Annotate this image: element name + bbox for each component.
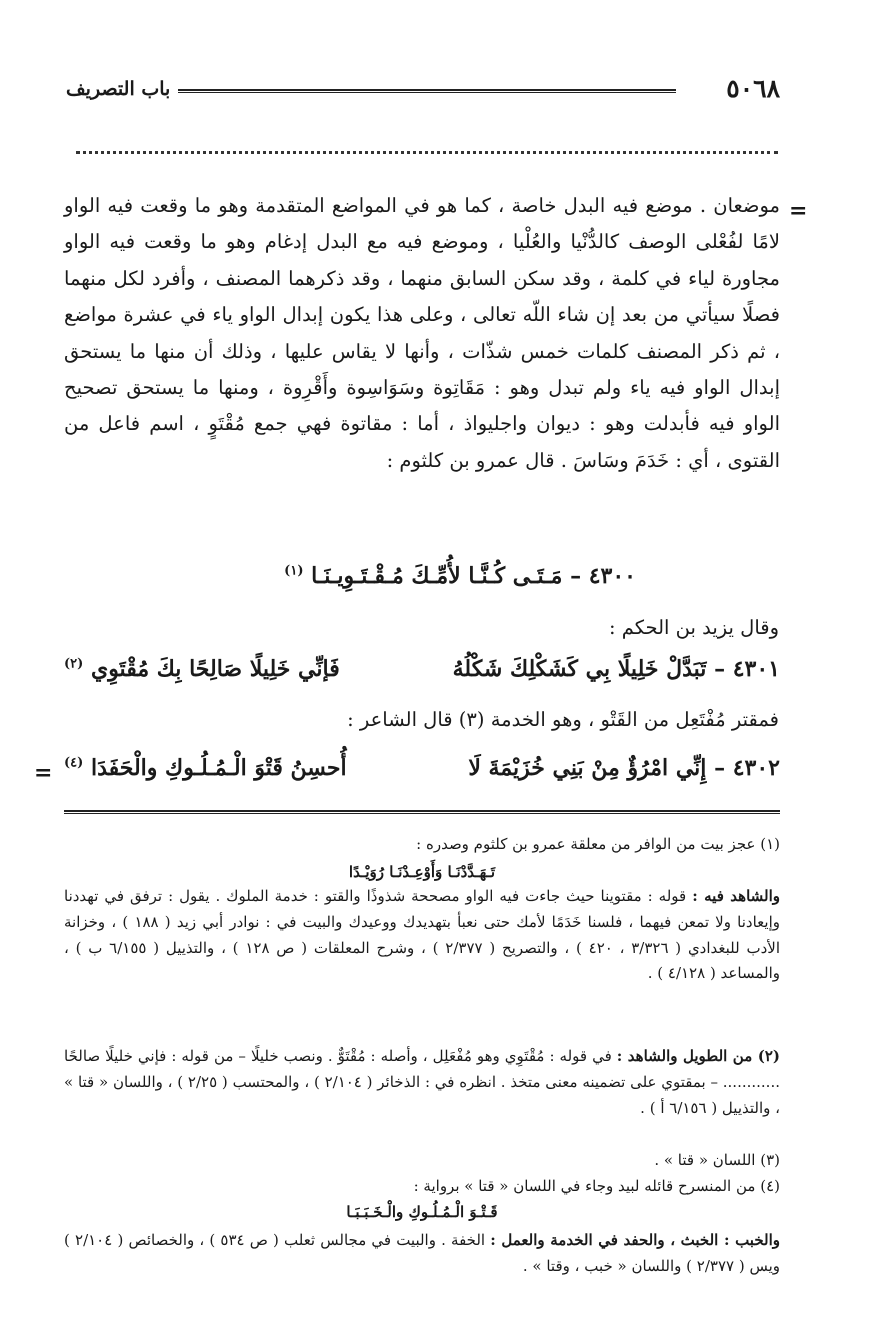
- footnote-ref: (١): [284, 563, 304, 579]
- continuation-mark-end: =: [34, 760, 53, 786]
- page-header: [66, 74, 780, 108]
- verse-text: مَـتَـى كُـنَّـا لأُمِّـكَ مُـقْـتَـوِيـنَـا: [311, 563, 563, 589]
- verse-first-half: إِنِّي امْرُؤٌ مِنْ بَنِي خُزَيْمَةَ لَا: [468, 755, 707, 781]
- footnote-4-intro: (٤) من المنسرح قائله لبيد وجاء في اللسان « قتا » برواية :: [413, 1177, 780, 1195]
- section-title: باب التصريف: [66, 78, 171, 100]
- header-rule: [178, 89, 676, 93]
- footnote-4-body: [64, 1228, 780, 1280]
- footnote-2: [64, 1044, 780, 1121]
- verse-first-half: تَبَدَّلْ خَلِيلًا بِي كَشَكْلِكَ شَكْلُهُ: [452, 656, 707, 682]
- footnote-lead: والشاهد فيه :: [692, 887, 781, 905]
- verse-number: ٤٣٠٢: [732, 755, 780, 781]
- footnote-1-intro: (١) عجز بيت من الوافر من معلقة عمرو بن كلثوم وصدره :: [416, 835, 780, 853]
- footnote-rule: [64, 810, 780, 814]
- continuation-mark: =: [789, 198, 808, 224]
- footnote-lead: (٢) من الطويل والشاهد :: [616, 1047, 780, 1065]
- footnote-3: (٣) اللسان « قتا » .: [654, 1151, 780, 1169]
- main-paragraph: موضعان . موضع فيه البدل خاصة ، كما هو في المواضع المتقدمة وهو ما وقعت فيه الواو لامًا لفُعْلى الوصف كالدُّنْيا والعُلْيا ، وموضع فيه مع البدل إدغام وهو ما وقعت فيه الواو مجاورة لياء في كلمة ، وقد سكن السابق منهما ، وقد ذكرهما المصنف ، وأفرد لكل منهما فصلًا سيأتي من بعد إن شاء اللّه تعالى ، وعلى هذا يكون إبدال الواو ياء في عشرة مواضع ، ثم ذكر المصنف كلمات خمس شذّات ، وأنها لا يقاس عليها ، وذلك أن منها ما يستحق إبدال الواو فيه ياء ولم تبدل وهو : مَقَاتِوة وسَوَاسِوة وأَقْرِوة ، ومنها ما يستحق تصحيح الواو فيه فأبدلت وهو : ديوان واجليواذ ، أما : مقاتوة فهي جمع مُقْتَوٍ ، اسم فاعل من القتوى ، أي : خَدَمَ وسَاسَ . قال عمرو بن كلثوم :: [64, 194, 780, 472]
- verse-number: ٤٣٠٠: [588, 563, 636, 589]
- verse-number: ٤٣٠١: [732, 656, 780, 682]
- prose-line: وقال يزيد بن الحكم :: [608, 616, 779, 639]
- dotted-separator: [76, 151, 778, 154]
- book-page: ٥٠٦٨ باب التصريف = موضعان . موضع فيه البدل خاصة ، كما هو في المواضع المتقدمة وهو ما وقعت فيه الواو لامًا لفُعْلى الوصف كالدُّنْيا والعُلْيا ، وموضع فيه مع البدل إدغام وهو ما وقعت فيه الواو مجاورة لياء في كلمة ، وقد سكن السابق منهما ، وقد ذكرهما المصنف ، وأفرد لكل منهما فصلًا سيأتي من بعد إن شاء اللّه تعالى ، وعلى هذا يكون إبدال الواو ياء في عشرة مواضع ، ثم ذكر المصنف كلمات خمس شذّات ، وأنها لا يقاس عليها ، وذلك أن منها ما يستحق إبدال الواو فيه ياء ولم تبدل وهو : مَقَاتِوة وسَوَاسِوة وأَقْرِوة ، ومنها ما يستحق تصحيح الواو فيه فأبدلت وهو : ديوان واجليواذ ، أما : مقاتوة فهي جمع مُقْتَوٍ ، اسم فاعل من القتوى ، أي : خَدَمَ وسَاسَ . قال عمرو بن كلثوم : ٤٣٠٠ – مَـتَـى كُـنَّـا لأُمِّـكَ مُـقْـتَـوِيـنَـا $^{(١)}$ وقال يزيد بن الحكم : ٤٣٠١ – تَبَدَّلْ خَلِيلًا بِي كَشَكْلِكَ شَكْلُهُ فَإنِّي خَلِيلًا صَالِحًا بِكَ مُقْتَوِي $^{(٢)}$ فمقتر مُفْتَعِل من القَتْو ، وهو الخدمة (٣) قال الشاعر : ٤٣٠٢ – إِنِّي امْرُؤٌ مِنْ بَنِي خُزَيْمَةَ لَا أُحسِنُ قَتْوَ الْـمُـلُـوكِ والْحَفَدَا $^{(٤)}$ = (١) عجز بيت من الوافر من معلقة عمرو بن كلثوم وصدره : تَـهَـدَّدْنَـا وَأَوْعِـدْنَـا رُوَيْـدًا والشاهد فيه : قوله : مقتوينا حيث جاءت فيه الواو مصححة شذوذًا والقتو : خدمة الملوك . يقول : ترفق في تهددنا وإيعادنا ولا تمعن فيهما ، فلسنا خَدَمًا لأمك حتى نعبأ بتهديدك ووعيدك والبيت في : نوادر أبي زيد ( ١٨٨ ) ، وخزانة الأدب للبغدادي ( ٣/٣٢٦ ، ٤٢٠ ) ، والتصريح ( ٢/٣٧٧ ) ، وشرح المعلقات ( ص ١٢٨ ) ، والتذييل ( ٦/١٥٥ ب ) ، والمساعد ( ٤/١٢٨ ) . (٢) من الطويل والشاهد : في قوله : مُقْتَوِي وهو مُفْعَلِل ، وأصله : مُقْتَوٌّ . ونصب خليلًا – من قوله : فإني خليلًا صالحًا ............ – بمقتوي على تضمينه معنى متخذ . انظره في : الذخائر ( ٢/١٠٤ ) ، والمحتسب ( ٢/٢٥ ) ، واللسان « قتا » ، والتذييل ( ٦/١٥٦ أ ) . (٣) اللسان « قتا » . (٤) من المنسرح قائله لبيد وجاء في اللسان « قتا » برواية : قَـتْـوَ الْـمُـلُـوكِ والْـخَـبَـبَـا والخبب : الخبث ، والحفد في الخدمة والعمل : الخفة . والبيت في مجالس ثعلب ( ص ٥٣٤ ) ، والخصائص ( ٢/١٠٤ ) ويس ( ٢/٣٧٧ ) واللسان « خبب ، وقتا » .: [0, 0, 879, 1339]
- footnote-text: في قوله : مُقْتَوِي وهو مُفْعَلِل ، وأصله : مُقْتَوٌّ . ونصب خليلًا – من قوله : فإني خليلًا صالحًا ............ – بمقتوي على تضمينه معنى متخذ . انظره في : الذخائر ( ٢/١٠٤ ) ، والمحتسب ( ٢/٢٥ ) ، واللسان « قتا » ، والتذييل ( ٦/١٥٦ أ ) .: [64, 1047, 780, 1117]
- footnote-4-hemistich: قَـتْـوَ الْـمُـلُـوكِ والْـخَـبَـبَـا: [346, 1203, 498, 1221]
- prose-line: فمقتر مُفْتَعِل من القَتْو ، وهو الخدمة (٣) قال الشاعر :: [347, 708, 779, 731]
- footnote-1-hemistich: تَـهَـدَّدْنَـا وَأَوْعِـدْنَـا رُوَيْـدًا: [348, 863, 496, 881]
- footnote-ref: (٤): [64, 755, 84, 771]
- footnote-text: قوله : مقتوينا حيث جاءت فيه الواو مصححة شذوذًا والقتو : خدمة الملوك . يقول : ترفق في تهددنا وإيعادنا ولا تمعن فيهما ، فلسنا خَدَمًا لأمك حتى نعبأ بتهديدك ووعيدك والبيت في : نوادر أبي زيد ( ١٨٨ ) ، وخزانة الأدب للبغدادي ( ٣/٣٢٦ ، ٤٢٠ ) ، والتصريح ( ٢/٣٧٧ ) ، وشرح المعلقات ( ص ١٢٨ ) ، والتذييل ( ٦/١٥٥ ب ) ، والمساعد ( ٤/١٢٨ ) .: [64, 887, 781, 983]
- footnote-text: الخفة . والبيت في مجالس ثعلب ( ص ٥٣٤ ) ، والخصائص ( ٢/١٠٤ ) ويس ( ٢/٣٧٧ ) واللسان « خبب ، وقتا » .: [64, 1231, 780, 1275]
- page-number: ٥٠٦٨: [726, 74, 780, 103]
- verse-second-half: أُحسِنُ قَتْوَ الْـمُـلُـوكِ والْحَفَدَا: [90, 755, 347, 781]
- footnote-ref: (٢): [64, 656, 84, 672]
- footnote-1-body: [64, 884, 780, 987]
- footnote-lead: والخبب : الخبث ، والحفد في الخدمة والعمل :: [490, 1231, 780, 1249]
- verse-second-half: فَإنِّي خَلِيلًا صَالِحًا بِكَ مُقْتَوِي: [90, 656, 340, 682]
